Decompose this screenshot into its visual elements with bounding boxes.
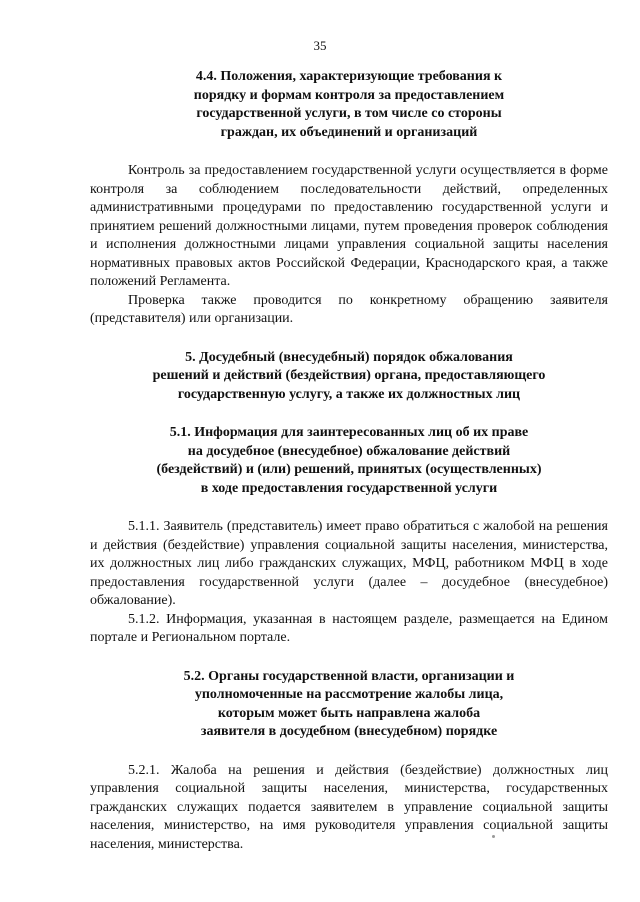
page-number: 35 [313, 38, 327, 53]
paragraph-control: Контроль за предоставлением государственной услуги осуществляется в форме контроля за соблюдением последовательности действий, определенных административными процедурами по предоставлению государственной услуги и принятием решений должностными лицами, путем проведения проверок соблюдения и исполнения должностными лицами управления социальной защиты населения нормативных правовых актов Российской Федерации, Краснодарского края, а также положений Регламента. [90, 163, 608, 289]
heading-line: уполномоченные на рассмотрение жалобы лица, [194, 687, 504, 702]
paragraph-5-2-1: 5.2.1. Жалоба на решения и действия (бездействие) должностных лиц управления социальной защиты населения, министерства, государственных гражданских служащих подается заявителем в управление социальной защиты населения, министерство, на имя руководителя управления социальной защиты населения, министерства. [90, 762, 608, 852]
heading-line: государственной услуги, в том числе со стороны [196, 106, 502, 121]
heading-line: 5.1. Информация для заинтересованных лиц об их праве [169, 425, 529, 440]
heading-line: 5.2. Органы государственной власти, организации и [183, 668, 515, 684]
heading-line: 4.4. Положения, характеризующие требования к [195, 69, 503, 84]
section-5-heading [90, 349, 608, 405]
scan-speck [492, 835, 495, 838]
heading-line: (бездействий) и (или) решений, принятых (осуществленных) [156, 462, 542, 477]
heading-line: порядку и формам контроля за предоставлением [193, 87, 505, 103]
document-body [90, 68, 608, 854]
heading-line: 5. Досудебный (внесудебный) порядок обжалования [185, 349, 513, 365]
section-5-1-heading [90, 424, 608, 498]
paragraph-inspection: Проверка также проводится по конкретному обращению заявителя (представителя) или организации. [90, 292, 608, 326]
section-4-4-heading [90, 68, 608, 142]
heading-line: граждан, их объединений и организаций [220, 124, 478, 140]
section-5-2-heading [90, 668, 608, 742]
heading-line: в ходе предоставления государственной услуги [200, 480, 498, 496]
paragraph-5-1-2: 5.1.2. Информация, указанная в настоящем разделе, размещается на Едином портале и Региональном портале. [90, 611, 608, 645]
heading-line: решений и действий (бездействия) органа, предоставляющего [152, 368, 546, 383]
paragraph-5-1-1: 5.1.1. Заявитель (представитель) имеет право обратиться с жалобой на решения и действия (бездействие) управления социальной защиты населения, министерства, их должностных лиц либо гражданских служащих, МФЦ, работником МФЦ в ходе предоставления государственной услуги (далее – досудебное (внесудебное) обжалование). [90, 519, 608, 608]
heading-line: государственную услугу, а также их должностных лиц [177, 386, 521, 402]
heading-line: которым может быть направлена жалоба [217, 705, 481, 721]
heading-line: на досудебное (внесудебное) обжалование действий [187, 443, 511, 459]
heading-line: заявителя в досудебном (внесудебном) порядке [200, 724, 498, 739]
